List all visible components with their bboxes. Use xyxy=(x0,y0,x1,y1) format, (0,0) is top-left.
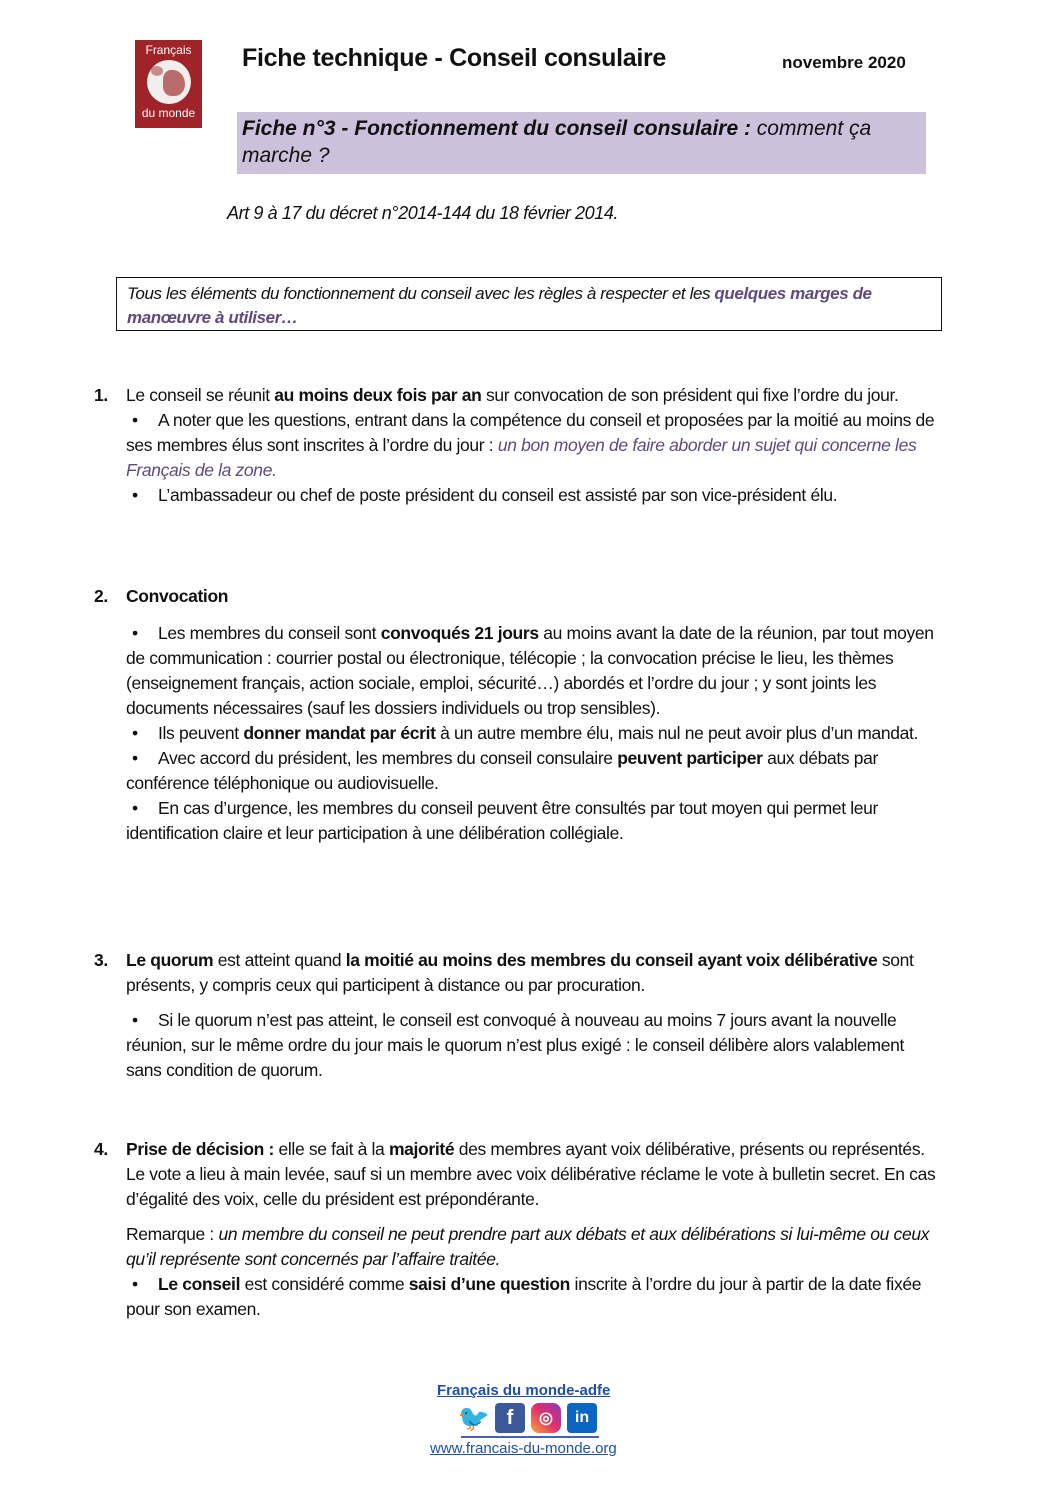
banner-bold: Fiche n°3 - Fonctionnement du conseil consulaire : xyxy=(242,117,751,140)
section-number: 3. xyxy=(94,950,108,970)
intro-text xyxy=(127,282,927,330)
org-link[interactable]: Français du monde-adfe xyxy=(437,1382,611,1399)
list-item: • En cas d’urgence, les membres du conseil peuvent être consultés par tout moyen qui permet leur identification claire et leur participation à une délibération collégiale. xyxy=(126,796,944,846)
list-item: • Avec accord du président, les membres du conseil consulaire peuvent participer aux débats par conférence téléphonique ou audiovisuelle. xyxy=(126,746,944,796)
instagram-icon[interactable]: ◎ xyxy=(531,1403,561,1433)
section-paragraph: Le conseil se réunit au moins deux fois par an sur convocation de son président qui fixe l’ordre du jour. xyxy=(126,385,899,405)
remark: Remarque : un membre du conseil ne peut prendre part aux débats et aux délibérations si lui-même ou ceux qu’il représente sont concernés par l’affaire traitée. xyxy=(126,1224,930,1269)
section-number: 1. xyxy=(94,385,108,405)
section-paragraph: Prise de décision : elle se fait à la majorité des membres ayant voix délibérative, présents ou représentés. Le vote a lieu à main levée, sauf si un membre avec voix délibérative réclame le vote à bulletin secret. En cas d’égalité des voix, celle du président est prépondérante. xyxy=(126,1139,936,1209)
document-title: Fiche technique - Conseil consulaire xyxy=(242,44,667,72)
twitter-icon[interactable]: 🐦 xyxy=(457,1402,491,1433)
list-item: • Si le quorum n’est pas atteint, le conseil est convoqué à nouveau au moins 7 jours avant la nouvelle réunion, sur le même ordre du jour mais le quorum n’est plus exigé : le conseil délibère alors valablement sans condition de quorum. xyxy=(126,1008,944,1083)
list-item: • Ils peuvent donner mandat par écrit à un autre membre élu, mais nul ne peut avoir plus d’un mandat. xyxy=(126,721,944,746)
social-links xyxy=(459,1403,597,1433)
list-item: • L’ambassadeur ou chef de poste président du conseil est assisté par son vice-président élu. xyxy=(126,483,944,508)
intro-box xyxy=(116,277,942,331)
logo-text-bottom: du monde xyxy=(141,106,196,120)
list-item: • Le conseil est considéré comme saisi d’une question inscrite à l’ordre du jour à partir de la date fixée pour son examen. xyxy=(126,1272,944,1322)
section-heading: Convocation xyxy=(126,586,229,606)
section-3 xyxy=(94,948,944,1083)
banner-text xyxy=(242,115,912,169)
intro-highlight: quelques marges de manœuvre à utiliser… xyxy=(127,284,872,327)
list-item: • Les membres du conseil sont convoqués 21 jours au moins avant la date de la réunion, par tout moyen de communication : courrier postal ou électronique, télécopie ; la convocation précise le lieu, les thèmes (enseignement français, action sociale, emploi, sécurité…) abordés et l’ordre du jour ; y sont joints les documents nécessaires (sauf les dossiers individuels ou trop sensibles). xyxy=(126,621,944,721)
section-1 xyxy=(94,383,944,508)
logo-text-top: Français xyxy=(145,43,192,57)
intro-plain: Tous les éléments du fonctionnement du conseil avec les règles à respecter et les xyxy=(127,284,715,303)
list-item: • A noter que les questions, entrant dans la compétence du conseil et proposées par la moitié au moins de ses membres élus sont inscrites à l’ordre du jour : un bon moyen de faire aborder un sujet qui concerne les Français de la zone. xyxy=(126,408,944,483)
sheet-banner xyxy=(237,112,926,174)
legal-reference: Art 9 à 17 du décret n°2014-144 du 18 février 2014. xyxy=(227,203,619,223)
section-number: 4. xyxy=(94,1139,108,1159)
footer-divider xyxy=(461,1436,599,1438)
logo xyxy=(135,40,202,128)
document-date: novembre 2020 xyxy=(782,53,906,72)
linkedin-icon[interactable]: in xyxy=(567,1403,597,1433)
section-4 xyxy=(94,1137,944,1322)
banner-normal: comment ça marche ? xyxy=(242,117,872,167)
section-number: 2. xyxy=(94,586,108,606)
facebook-icon[interactable]: f xyxy=(495,1403,525,1433)
section-2 xyxy=(94,584,944,846)
section-paragraph: Le quorum est atteint quand la moitié au moins des membres du conseil ayant voix délibérative sont présents, y compris ceux qui participent à distance ou par procuration. xyxy=(126,950,914,995)
website-link[interactable]: www.francais-du-monde.org xyxy=(430,1440,617,1457)
globe-icon xyxy=(147,60,191,104)
